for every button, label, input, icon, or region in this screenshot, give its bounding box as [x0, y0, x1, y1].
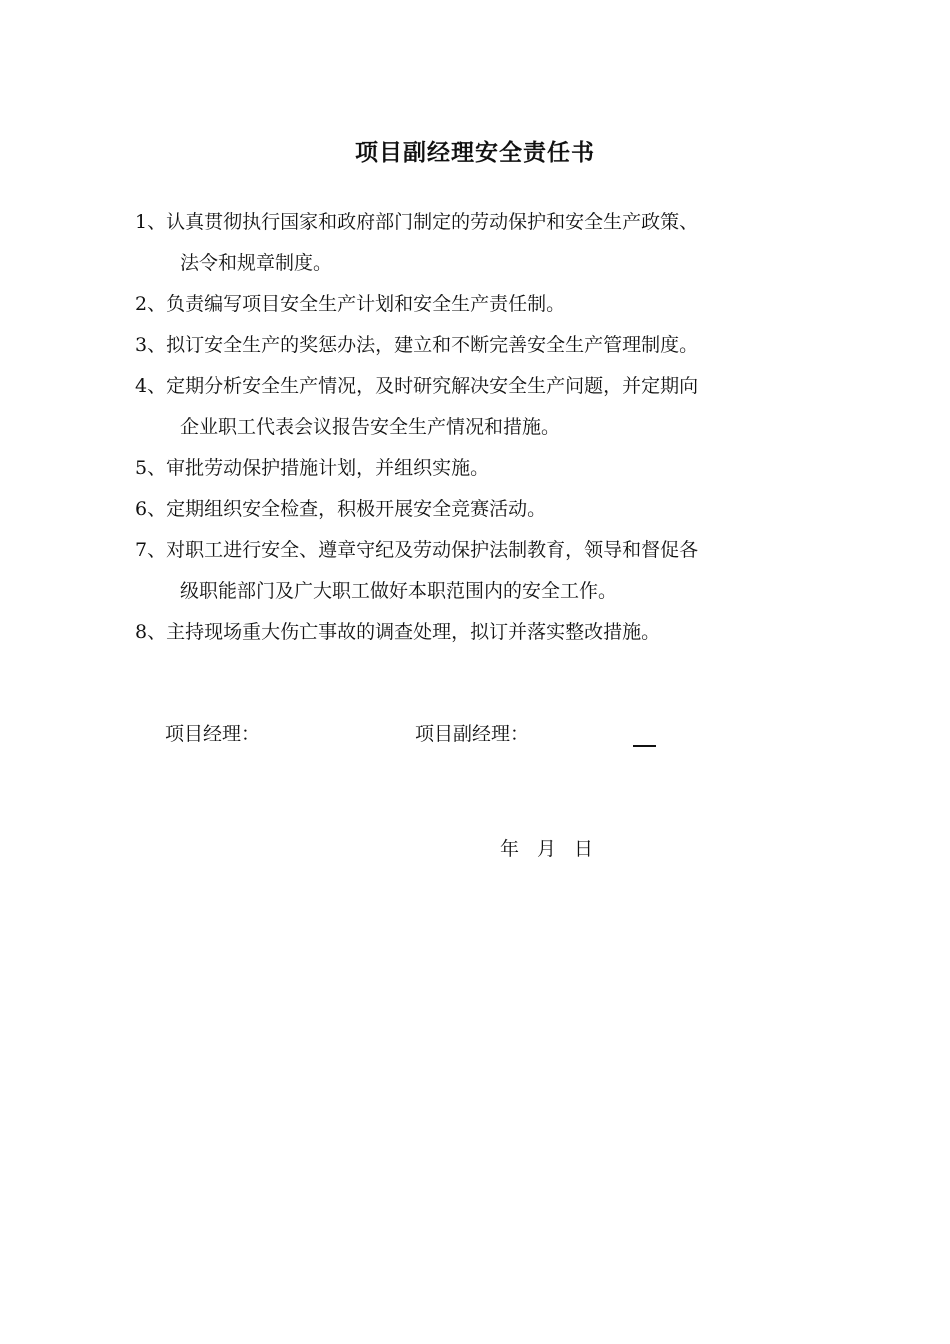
list-item	[135, 448, 835, 489]
signature-row	[0, 716, 950, 752]
list-item	[135, 489, 835, 530]
item-number: 7、	[135, 539, 167, 561]
item-text-continuation: 企业职工代表会议报告安全生产情况和措施。	[180, 416, 561, 438]
deputy-manager-label: 项目副经理：	[415, 723, 530, 745]
item-text: 定期组织安全检查，积极开展安全竞赛活动。	[166, 498, 547, 520]
signature-line	[633, 745, 656, 747]
item-text-continuation: 法令和规章制度。	[180, 252, 333, 274]
date-line	[500, 832, 593, 866]
item-number: 4、	[135, 375, 167, 397]
list-item	[135, 612, 835, 653]
date-day: 日	[574, 838, 594, 860]
item-number: 2、	[135, 293, 167, 315]
item-text: 定期分析安全生产情况，及时研究解决安全生产问题，并定期向	[166, 375, 699, 397]
item-text-continuation: 级职能部门及广大职工做好本职范围内的安全工作。	[180, 580, 618, 602]
responsibility-list	[135, 202, 835, 653]
item-number: 8、	[135, 621, 167, 643]
project-manager-label: 项目经理：	[165, 723, 261, 745]
document-title: 项目副经理安全责任书	[355, 140, 595, 166]
list-item	[135, 530, 835, 612]
item-number: 3、	[135, 334, 167, 356]
item-text: 认真贯彻执行国家和政府部门制定的劳动保护和安全生产政策、	[166, 211, 699, 233]
item-text: 负责编写项目安全生产计划和安全生产责任制。	[166, 293, 566, 315]
item-text: 主持现场重大伤亡事故的调查处理，拟订并落实整改措施。	[166, 621, 661, 643]
item-number: 1、	[135, 211, 167, 233]
date-year: 年	[500, 838, 520, 860]
item-text: 拟订安全生产的奖惩办法，建立和不断完善安全生产管理制度。	[166, 334, 699, 356]
item-text: 对职工进行安全、遵章守纪及劳动保护法制教育，领导和督促各	[166, 539, 699, 561]
list-item	[135, 325, 835, 366]
list-item	[135, 284, 835, 325]
list-item	[135, 202, 835, 284]
date-month: 月	[537, 838, 557, 860]
item-text: 审批劳动保护措施计划，并组织实施。	[166, 457, 490, 479]
item-number: 5、	[135, 457, 167, 479]
item-number: 6、	[135, 498, 167, 520]
list-item	[135, 366, 835, 448]
